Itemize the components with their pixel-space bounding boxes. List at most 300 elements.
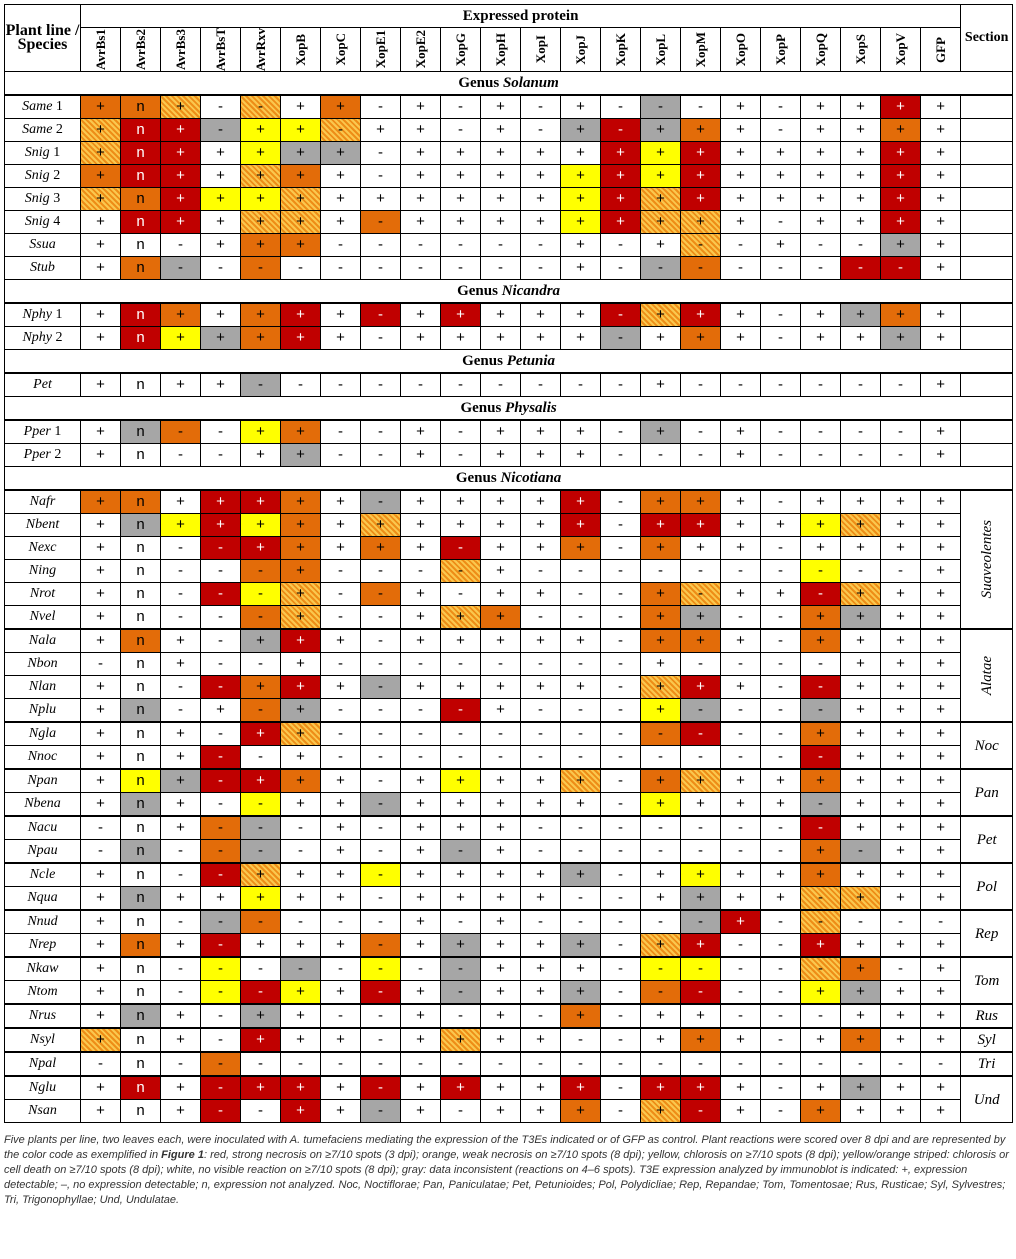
reaction-cell: + [801,769,841,793]
reaction-cell: + [521,1028,561,1052]
reaction-cell: + [721,676,761,699]
section-label [961,910,1013,957]
reaction-cell: + [201,699,241,723]
reaction-cell: n [121,957,161,981]
reaction-cell: - [161,257,201,280]
reaction-cell: - [81,653,121,676]
table-row [5,1052,1013,1076]
reaction-cell: - [801,957,841,981]
column-header-label: GFP [932,36,948,63]
reaction-cell: + [281,746,321,770]
reaction-cell: + [401,420,441,444]
reaction-cell: + [81,537,121,560]
reaction-cell: + [841,606,881,630]
reaction-cell: - [361,490,401,514]
reaction-cell: + [321,676,361,699]
section-empty [961,234,1013,257]
reaction-cell: + [81,934,121,958]
reaction-cell: + [921,560,961,583]
reaction-cell: + [841,934,881,958]
plant-line-name [5,560,81,583]
reaction-cell: - [241,1100,281,1123]
reaction-cell: - [321,606,361,630]
reaction-cell: n [121,910,161,934]
reaction-cell: + [641,1076,681,1100]
reaction-cell: - [761,95,801,119]
reaction-cell: + [641,934,681,958]
reaction-cell: + [561,420,601,444]
reaction-cell: - [201,1100,241,1123]
reaction-cell: + [841,514,881,537]
reaction-cell: + [681,769,721,793]
reaction-cell: + [81,119,121,142]
reaction-cell: + [161,119,201,142]
reaction-cell: + [81,910,121,934]
reaction-cell: - [561,722,601,746]
reaction-cell: + [561,142,601,165]
reaction-cell: - [361,699,401,723]
reaction-cell: - [601,887,641,911]
species-abbrev: Npau [27,843,58,859]
reaction-cell: - [761,1028,801,1052]
reaction-cell: + [81,234,121,257]
table-row [5,257,1013,280]
reaction-cell: - [601,653,641,676]
reaction-cell: + [281,769,321,793]
reaction-cell: - [801,560,841,583]
reaction-cell: + [841,1076,881,1100]
reaction-cell: + [161,793,201,817]
reaction-cell: - [361,840,401,864]
reaction-cell: - [441,1052,481,1076]
column-header-xopl [641,28,681,72]
reaction-cell: - [161,583,201,606]
reaction-cell: - [161,234,201,257]
reaction-cell: + [921,234,961,257]
reaction-cell: + [81,1076,121,1100]
reaction-cell: + [921,863,961,887]
reaction-cell: + [561,1076,601,1100]
reaction-cell: - [241,840,281,864]
reaction-cell: - [441,699,481,723]
section-name: Pet [976,831,997,848]
reaction-cell: - [201,746,241,770]
reaction-cell: + [161,934,201,958]
reaction-cell: - [801,793,841,817]
section-empty [961,327,1013,350]
reaction-cell: + [921,257,961,280]
genus-heading [5,397,1013,421]
reaction-cell: - [601,629,641,653]
species-abbrev: Nqua [27,890,58,906]
reaction-cell: + [721,1100,761,1123]
reaction-cell: + [801,142,841,165]
section-empty [961,142,1013,165]
reaction-cell: + [721,769,761,793]
reaction-cell: + [481,793,521,817]
reaction-cell: + [241,303,281,327]
reaction-cell: + [841,490,881,514]
reaction-cell: + [641,490,681,514]
species-abbrev: Nala [28,633,57,649]
reaction-cell: + [161,1028,201,1052]
reaction-cell: - [881,373,921,397]
reaction-cell: - [881,957,921,981]
reaction-cell: - [361,327,401,350]
reaction-cell: - [361,583,401,606]
reaction-cell: - [241,257,281,280]
reaction-cell: - [441,653,481,676]
reaction-cell: + [681,490,721,514]
column-header-xopk [601,28,641,72]
column-header-label: AvrBsT [212,28,228,72]
reaction-cell: + [241,863,281,887]
reaction-cell: + [721,165,761,188]
reaction-cell: + [921,629,961,653]
reaction-cell: + [881,211,921,234]
column-header-label: XopB [292,33,308,66]
reaction-cell: + [841,1100,881,1123]
reaction-cell: n [121,629,161,653]
reaction-cell: - [561,653,601,676]
species-abbrev: Ngla [28,726,57,742]
table-row [5,420,1013,444]
reaction-cell: + [721,1076,761,1100]
reaction-cell: - [601,303,641,327]
reaction-cell: + [641,234,681,257]
reaction-cell: - [641,910,681,934]
species-abbrev: Pper [23,447,51,463]
plant-line-name [5,1052,81,1076]
table-row [5,560,1013,583]
reaction-cell: n [121,444,161,467]
reaction-cell: - [681,583,721,606]
reaction-cell: - [601,1028,641,1052]
reaction-cell: - [881,257,921,280]
genus-prefix: Genus [458,75,500,92]
reaction-cell: + [641,327,681,350]
reaction-cell: - [801,373,841,397]
table-row [5,188,1013,211]
reaction-cell: - [281,910,321,934]
genus-name: Solanum [502,75,559,92]
reaction-cell: + [481,514,521,537]
plant-line-name [5,840,81,864]
reaction-cell: + [721,188,761,211]
reaction-cell: + [841,769,881,793]
reaction-cell: + [841,887,881,911]
reaction-cell: + [921,699,961,723]
reaction-cell: + [401,1004,441,1028]
reaction-cell: + [561,957,601,981]
reaction-cell: + [921,1100,961,1123]
genus-heading [5,280,1013,304]
reaction-cell: + [481,676,521,699]
reaction-cell: + [921,1004,961,1028]
species-abbrev: Nrus [28,1008,57,1024]
section-empty [961,165,1013,188]
column-header-label: XopQ [812,32,828,67]
reaction-cell: - [241,560,281,583]
reaction-cell: + [81,420,121,444]
reaction-cell: + [81,1028,121,1052]
reaction-cell: - [801,653,841,676]
reaction-cell: - [681,444,721,467]
reaction-cell: - [321,234,361,257]
table-row [5,769,1013,793]
reaction-cell: + [561,444,601,467]
reaction-cell: + [81,188,121,211]
reaction-cell: + [321,769,361,793]
reaction-cell: + [401,840,441,864]
reaction-cell: - [321,910,361,934]
reaction-cell: + [321,629,361,653]
reaction-cell: - [921,910,961,934]
line-number: 2 [55,122,63,138]
reaction-cell: + [241,887,281,911]
reaction-cell: + [561,934,601,958]
reaction-cell: + [281,934,321,958]
reaction-cell: - [441,560,481,583]
reaction-cell: + [441,769,481,793]
reaction-cell: + [921,188,961,211]
plant-line-name [5,537,81,560]
reaction-cell: + [81,165,121,188]
species-abbrev: Same [22,122,53,138]
reaction-cell: + [801,981,841,1005]
expressed-protein-header: Expressed protein [81,5,961,28]
reaction-cell: + [281,303,321,327]
genus-row [5,397,1013,421]
reaction-cell: - [721,722,761,746]
reaction-cell: - [201,629,241,653]
genus-name: Nicotiana [500,470,562,487]
reaction-cell: + [841,676,881,699]
reaction-cell: - [761,746,801,770]
reaction-cell: + [801,537,841,560]
column-header-label: XopO [732,32,748,67]
reaction-cell: + [441,1028,481,1052]
reaction-cell: + [481,165,521,188]
plant-line-name [5,188,81,211]
reaction-cell: - [161,560,201,583]
reaction-cell: + [481,887,521,911]
reaction-cell: - [321,257,361,280]
table-row [5,653,1013,676]
reaction-cell: - [161,699,201,723]
reaction-cell: - [681,373,721,397]
reaction-cell: - [681,95,721,119]
reaction-cell: + [201,303,241,327]
reaction-cell: + [481,327,521,350]
reaction-cell: - [601,746,641,770]
reaction-cell: + [921,1028,961,1052]
species-abbrev: Snig [24,191,50,207]
plant-line-name [5,95,81,119]
plant-line-name [5,1100,81,1123]
plant-line-name [5,769,81,793]
reaction-cell: + [921,1076,961,1100]
reaction-cell: - [321,722,361,746]
reaction-cell: - [281,816,321,840]
reaction-cell: n [121,1028,161,1052]
reaction-cell: n [121,1052,161,1076]
reaction-cell: + [881,303,921,327]
species-abbrev: Nkaw [26,961,59,977]
reaction-cell: n [121,119,161,142]
reaction-cell: + [681,514,721,537]
section-empty [961,211,1013,234]
section-empty [961,303,1013,327]
reaction-cell: + [161,1100,201,1123]
reaction-cell: + [241,1004,281,1028]
plant-line-name [5,981,81,1005]
reaction-cell: + [601,211,641,234]
reaction-cell: + [481,444,521,467]
reaction-cell: - [721,560,761,583]
reaction-cell: + [201,142,241,165]
reaction-cell: + [921,653,961,676]
reaction-cell: + [401,793,441,817]
reaction-cell: n [121,676,161,699]
reaction-cell: + [721,303,761,327]
reaction-cell: - [81,1052,121,1076]
reaction-cell: - [361,257,401,280]
reaction-cell: + [321,1100,361,1123]
reaction-cell: + [921,957,961,981]
reaction-cell: + [401,142,441,165]
column-header-label: AvrBs2 [132,29,148,71]
reaction-cell: - [481,257,521,280]
reaction-cell: + [921,934,961,958]
reaction-cell: + [401,165,441,188]
reaction-cell: + [281,234,321,257]
reaction-cell: - [761,676,801,699]
reaction-cell: + [201,490,241,514]
reaction-cell: + [801,722,841,746]
reaction-cell: - [201,560,241,583]
reaction-cell: + [881,816,921,840]
reaction-cell: + [281,1028,321,1052]
section-name: Noc [974,737,999,754]
reaction-cell: + [841,188,881,211]
table-row [5,816,1013,840]
species-abbrev: Nphy [22,330,53,346]
reaction-cell: - [761,1004,801,1028]
reaction-cell: - [361,816,401,840]
reaction-cell: + [801,840,841,864]
reaction-cell: - [601,1052,641,1076]
section-empty [961,257,1013,280]
reaction-cell: + [321,863,361,887]
reaction-cell: - [801,910,841,934]
reaction-cell: + [841,722,881,746]
reaction-cell: - [201,606,241,630]
reaction-cell: + [681,142,721,165]
reaction-cell: + [681,1028,721,1052]
reaction-cell: + [441,863,481,887]
reaction-cell: - [601,95,641,119]
reaction-cell: + [81,1004,121,1028]
reaction-cell: + [481,957,521,981]
reaction-cell: - [641,560,681,583]
reaction-cell: + [441,887,481,911]
reaction-cell: + [241,629,281,653]
genus-name: Petunia [506,353,556,370]
reaction-cell: - [361,142,401,165]
reaction-cell: + [641,583,681,606]
reaction-cell: + [921,514,961,537]
reaction-cell: + [721,420,761,444]
reaction-cell: - [401,699,441,723]
reaction-cell: + [81,142,121,165]
reaction-cell: + [161,1004,201,1028]
reaction-cell: n [121,165,161,188]
reaction-cell: - [361,165,401,188]
reaction-cell: n [121,1100,161,1123]
reaction-cell: + [921,420,961,444]
reaction-cell: - [161,910,201,934]
reaction-cell: + [281,676,321,699]
reaction-cell: - [641,1052,681,1076]
plant-line-name [5,676,81,699]
reaction-cell: - [601,793,641,817]
reaction-cell: + [241,514,281,537]
reaction-cell: + [241,769,281,793]
table-header [5,5,1013,72]
table-row [5,537,1013,560]
reaction-cell: + [441,676,481,699]
reaction-cell: + [481,303,521,327]
section-name: Tom [974,972,1000,989]
reaction-cell: + [81,514,121,537]
section-label [961,863,1013,910]
reaction-cell: + [481,188,521,211]
reaction-cell: + [81,981,121,1005]
reaction-cell: - [601,420,641,444]
table-row [5,676,1013,699]
reaction-cell: - [801,676,841,699]
reaction-cell: + [161,816,201,840]
reaction-cell: - [681,257,721,280]
reaction-cell: + [921,119,961,142]
reaction-cell: - [441,257,481,280]
reaction-cell: + [281,653,321,676]
column-header-label: AvrRxv [252,28,268,72]
reaction-cell: + [641,676,681,699]
reaction-cell: - [561,699,601,723]
reaction-cell: + [241,722,281,746]
line-number: 1 [55,99,63,115]
table-row [5,327,1013,350]
plant-line-name [5,957,81,981]
reaction-cell: - [801,1052,841,1076]
reaction-cell: - [361,1100,401,1123]
reaction-cell: - [441,910,481,934]
reaction-cell: + [641,373,681,397]
plant-line-name [5,257,81,280]
reaction-cell: - [201,1076,241,1100]
line-number: 2 [53,168,61,184]
reaction-cell: + [81,957,121,981]
reaction-cell: - [761,629,801,653]
reaction-cell: - [201,816,241,840]
reaction-cell: - [601,957,641,981]
reaction-cell: - [281,373,321,397]
reaction-cell: - [201,981,241,1005]
reaction-cell: n [121,816,161,840]
reaction-cell: - [761,981,801,1005]
